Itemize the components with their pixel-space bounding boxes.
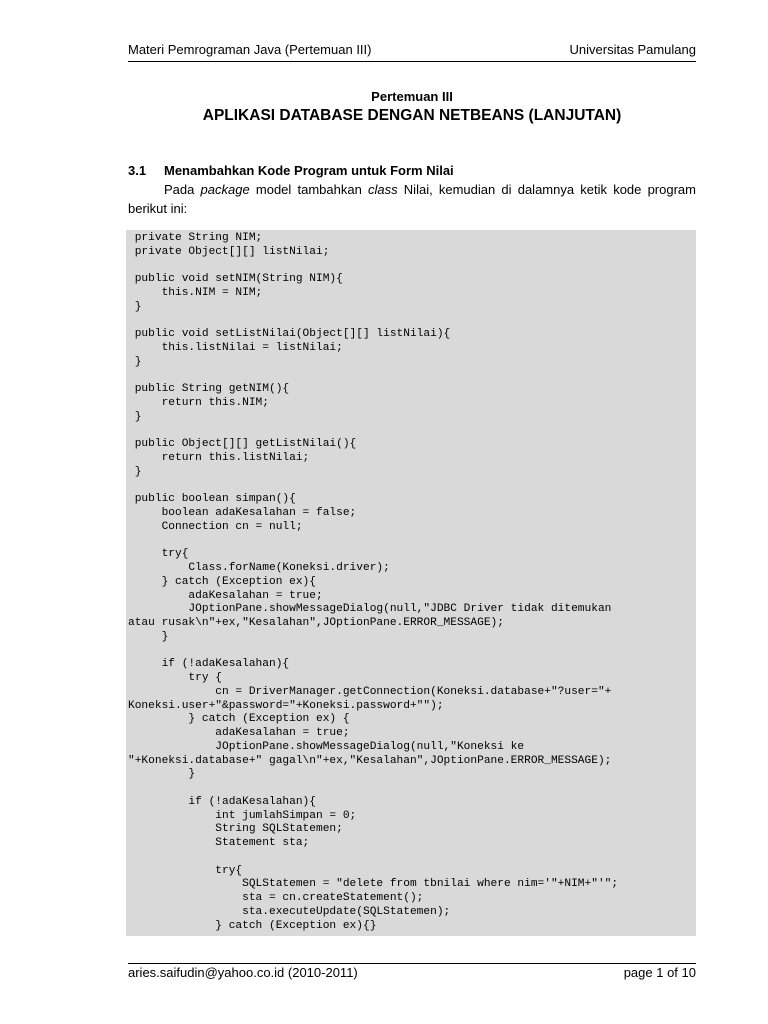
- intro-text: model tambahkan: [249, 182, 368, 197]
- page-number: page 1 of 10: [623, 965, 696, 980]
- page-header: [128, 40, 696, 60]
- header-university: Universitas Pamulang: [569, 42, 696, 57]
- intro-term-class: class: [367, 182, 398, 197]
- intro-term-package: package: [200, 182, 250, 197]
- page-title: APLIKASI DATABASE DENGAN NETBEANS (LANJUTAN): [202, 107, 622, 124]
- section-number: 3.1: [128, 163, 147, 178]
- code-listing: private String NIM; private Object[][] listNilai; public void setNIM(String NIM){ this.NIM = NIM; } public void setListNilai(Object[][] listNilai){ this.listNilai = listNilai; } public String getNIM(){ return this.NIM; } public Object[][] getListNilai(){ return this.listNilai; } public boolean simpan(){ boolean adaKesalahan = false; Connection cn = null; try{ Class.forName(Koneksi.driver); } catch (Exception ex){ adaKesalahan = true; JOptionPane.showMessageDialog(null,"JDBC Driver tidak ditemukan atau rusak\n"+ex,"Kesalahan",JOptionPane.ERROR_MESSAGE); } if (!adaKesalahan){ try { cn = DriverManager.getConnection(Koneksi.database+"?user="+ Koneksi.user+"&password="+Koneksi.password+""); } catch (Exception ex) { adaKesalahan = true; JOptionPane.showMessageDialog(null,"Koneksi ke "+Koneksi.database+" gagal\n"+ex,"Kesalahan",JOptionPane.ERROR_MESSAGE); } if (!adaKesalahan){ int jumlahSimpan = 0; String SQLStatemen; Statement sta; try{ SQLStatemen = "delete from tbnilai where nim='"+NIM+"'"; sta = cn.createStatement(); sta.executeUpdate(SQLStatemen); } catch (Exception ex){}: [128, 232, 619, 932]
- section-title: Menambahkan Kode Program untuk Form Nilai: [164, 163, 454, 178]
- section-heading: [128, 162, 696, 180]
- code-block: [126, 230, 696, 936]
- intro-paragraph: [128, 180, 696, 218]
- meeting-label: Pertemuan III: [371, 89, 453, 104]
- intro-text: Nilai, kemudian di dalamnya ketik kode program berikut ini:: [128, 182, 696, 216]
- page-footer: [128, 963, 696, 983]
- footer-author-email: aries.saifudin@yahoo.co.id (2010-2011): [128, 965, 358, 980]
- header-course-title: Materi Pemrograman Java (Pertemuan III): [128, 42, 372, 57]
- header-divider: [128, 61, 696, 62]
- intro-text: Pada: [164, 182, 201, 197]
